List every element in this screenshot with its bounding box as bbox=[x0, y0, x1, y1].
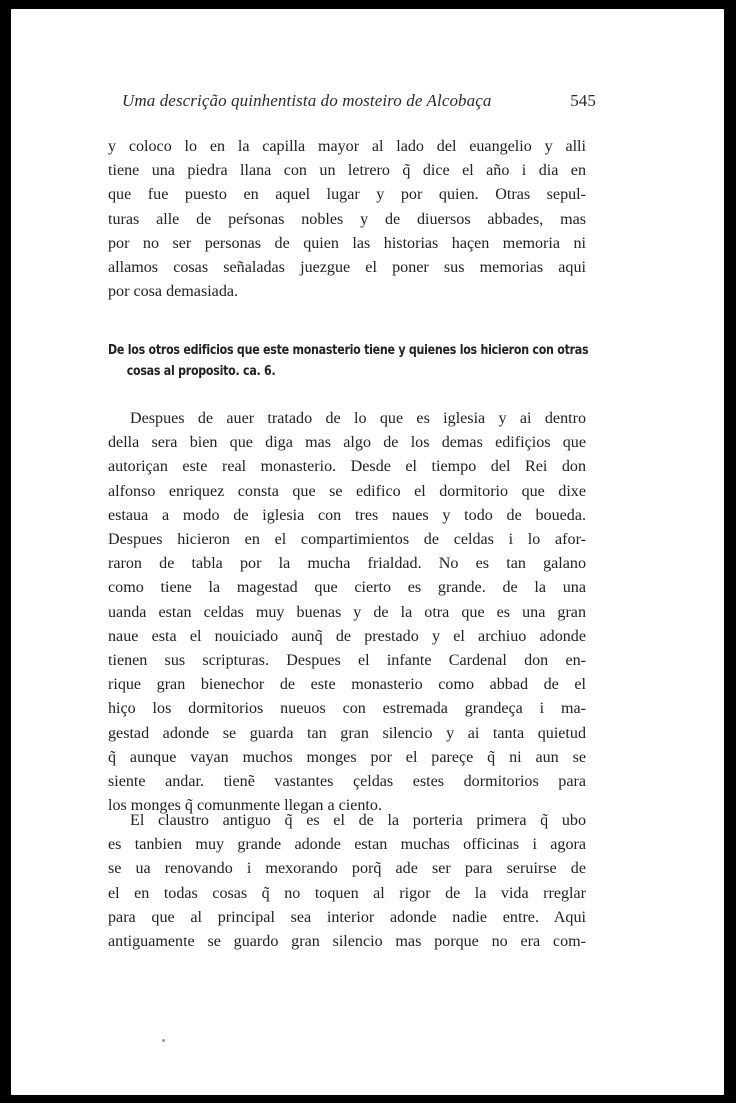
text-line: turas alle de peŕsonas nobles y de diuersos abbades, mas bbox=[108, 210, 586, 228]
page-number: 545 bbox=[570, 91, 596, 110]
text-line: y coloco lo en la capilla mayor al lado del euangelio y alli bbox=[108, 138, 586, 155]
text-line: por no ser personas de quien las historias haçen memoria ni bbox=[108, 234, 586, 252]
text-line: siente andar. tienẽ vastantes çeldas estes dormitorios para bbox=[108, 773, 586, 791]
text-line: autoriçan este real monasterio. Desde el tiempo del Rei don bbox=[108, 458, 586, 476]
page bbox=[11, 9, 724, 1095]
text-line: El claustro antiguo q̃ es el de la porteria primera q̃ ubo bbox=[130, 812, 586, 829]
text-line: por cosa demasiada. bbox=[108, 283, 239, 301]
heading-line-2: cosas al proposito. ca. 6. bbox=[126, 364, 276, 379]
section-heading bbox=[108, 340, 589, 382]
paragraph-2 bbox=[108, 407, 586, 818]
paragraph-1 bbox=[108, 135, 586, 304]
text-line: gestad adonde se guarda tan gran silencio y ai tanta quietud bbox=[108, 724, 586, 742]
text-line: que fue puesto en aquel lugar y por quien. Otras sepul- bbox=[108, 186, 586, 204]
text-line: alfonso enriquez consta que se edifico el dormitorio que dixe bbox=[108, 482, 586, 500]
text-line: antiguamente se guardo gran silencio mas porque no era com- bbox=[108, 933, 586, 951]
text-line: hiço los dormitorios nueuos con estremada grandeça i ma- bbox=[108, 700, 586, 718]
running-title: Uma descrição quinhentista do mosteiro de Alcobaça bbox=[122, 91, 492, 110]
text-line: uanda estan celdas muy buenas y de la otra que es una gran bbox=[108, 603, 586, 621]
text-line: para que al principal sea interior adonde nadie entre. Aqui bbox=[108, 908, 586, 926]
text-line: se ua renovando i mexorando porq̃ ade ser para seruirse de bbox=[108, 860, 586, 878]
text-line: Despues de auer tratado de lo que es iglesia y ai dentro bbox=[130, 410, 586, 427]
heading-line-1: De los otros edificios que este monasterio tiene y quienes los hicieron con otras bbox=[108, 343, 589, 358]
text-line: es tanbien muy grande adonde estan muchas officinas i agora bbox=[108, 836, 586, 854]
text-line: estaua a modo de iglesia con tres naues y todo de boueda. bbox=[108, 506, 586, 524]
text-line: como tiene la magestad que cierto es grande. de la una bbox=[108, 579, 586, 597]
running-head bbox=[122, 91, 596, 111]
text-line: tiene una piedra llana con un letrero q̃ dice el año i dia en bbox=[108, 162, 586, 180]
text-line: q̃ aunque vayan muchos monges por el pareçe q̃ ni aun se bbox=[108, 748, 586, 766]
text-line: rique gran bienechor de este monasterio como abbad de el bbox=[108, 676, 586, 694]
text-line: della sera bien que diga mas algo de los demas edifiçios que bbox=[108, 434, 586, 452]
paragraph-3 bbox=[108, 809, 586, 954]
text-line: Despues hicieron en el compartimientos de celdas i lo afor- bbox=[108, 531, 586, 549]
text-line: raron de tabla por la mucha frialdad. No es tan galano bbox=[108, 555, 586, 573]
text-line: naue esta el nouiciado aunq̃ de prestado y el archiuo adonde bbox=[108, 627, 586, 645]
text-line: tienen sus scripturas. Despues el infante Cardenal don en- bbox=[108, 652, 586, 670]
text-line: los monges q̃ comunmente llegan a ciento. bbox=[108, 797, 382, 815]
paper-speck bbox=[162, 1039, 165, 1042]
text-line: allamos cosas señaladas juezgue el poner sus memorias aqui bbox=[108, 259, 586, 277]
text-line: el en todas cosas q̃ no toquen al rigor de la vida rreglar bbox=[108, 884, 586, 902]
